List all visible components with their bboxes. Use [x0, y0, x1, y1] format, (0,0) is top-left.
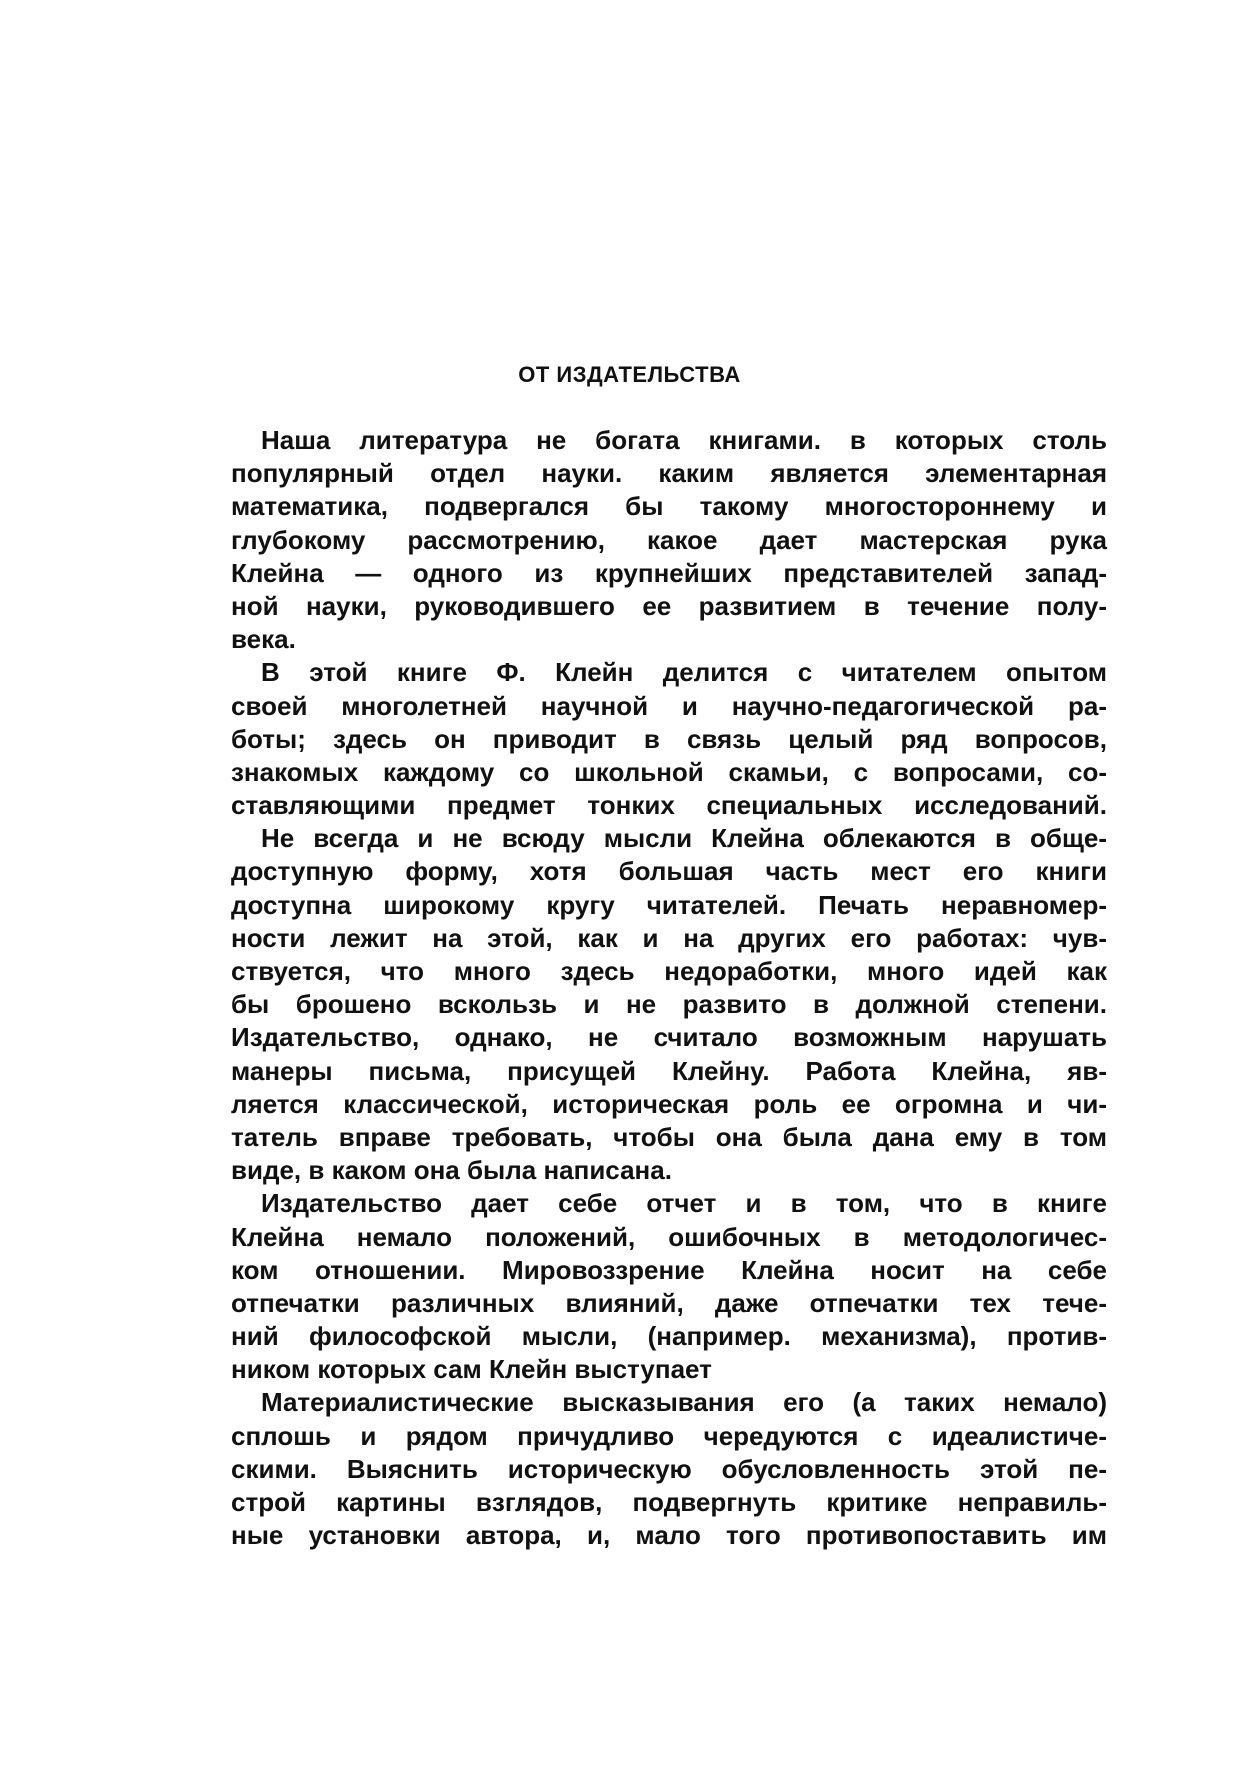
paragraph-2-line: ставляющими предмет тонких специальных исследований.: [231, 790, 1107, 821]
paragraph-3-line: Издательство, однако, не считало возможным нарушать: [231, 1022, 1107, 1053]
paragraph-4-line: ком отношении. Мировоззрение Клейна носит на себе: [231, 1254, 1107, 1285]
paragraph-5-line: строй картины взглядов, подвергнуть критике неправиль-: [231, 1487, 1107, 1517]
paragraph-1-line: Клейна — одного из крупнейших представителей запад-: [231, 557, 1107, 588]
paragraph-3-line: Не всегда и не всюду мысли Клейна облекаются в обще-: [261, 823, 1107, 854]
paragraph-2-line: знакомых каждому со школьной скамьи, с вопросами, со-: [231, 756, 1107, 787]
paragraph-3-line: татель вправе требовать, чтобы она была дана ему в том: [231, 1121, 1107, 1152]
paragraph-1-line: популярный отдел науки. каким является элементарная: [231, 458, 1107, 489]
paragraph-5-line: Материалистические высказывания его (а таких немало): [261, 1387, 1107, 1418]
paragraph-1-line: века.: [231, 624, 296, 655]
paragraph-1-line: Наша литература не богата книгами. в которых столь: [261, 425, 1107, 455]
paragraph-2-line: боты; здесь он приводит в связь целый ряд вопросов,: [231, 723, 1107, 754]
section-title: ОТ ИЗДАТЕЛЬСТВА: [518, 362, 741, 387]
paragraph-3-line: бы брошено вскользь и не развито в должной степени.: [231, 989, 1107, 1020]
paragraph-4-line: ний философской мысли, (например. механизма), против-: [231, 1321, 1107, 1352]
paragraph-3-line: манеры письма, присущей Клейну. Работа Клейна, яв-: [231, 1055, 1107, 1086]
paragraph-1-line: глубокому рассмотрению, какое дает мастерская рука: [231, 524, 1107, 555]
paragraph-3-line: доступна широкому кругу читателей. Печать неравномер-: [231, 889, 1107, 920]
paragraph-5-line: ные установки автора, и, мало того противопоставить им: [231, 1520, 1107, 1551]
paragraph-1-line: математика, подвергался бы такому многостороннему и: [231, 491, 1107, 522]
paragraph-3-line: ствуется, что много здесь недоработки, много идей как: [231, 956, 1107, 986]
paragraph-3-line: доступную форму, хотя большая часть мест его книги: [231, 856, 1107, 887]
paragraph-4-line: отпечатки различных влияний, даже отпечатки тех тече-: [231, 1287, 1107, 1318]
paragraph-5-line: скими. Выяснить историческую обусловленность этой пе-: [231, 1453, 1107, 1484]
paragraph-5-line: сплошь и рядом причудливо чередуются с идеалистиче-: [231, 1420, 1107, 1451]
paragraph-4-line: Издательство дает себе отчет и в том, что в книге: [261, 1188, 1107, 1219]
paragraph-2-line: своей многолетней научной и научно-педагогической ра-: [231, 690, 1107, 721]
paragraph-4-line: ником которых сам Клейн выступает: [231, 1354, 712, 1385]
paragraph-1-line: ной науки, руководившего ее развитием в течение полу-: [231, 590, 1107, 621]
paragraph-3-line: ляется классической, историческая роль ее огромна и чи-: [231, 1088, 1107, 1119]
paragraph-3-line: виде, в каком она была написана.: [231, 1155, 672, 1186]
body-text: [231, 424, 1107, 1552]
paragraph-3-line: ности лежит на этой, как и на других его работах: чув-: [231, 922, 1107, 953]
paragraph-2-line: В этой книге Ф. Клейн делится с читателем опытом: [261, 657, 1107, 688]
paragraph-4-line: Клейна немало положений, ошибочных в методологичес-: [231, 1221, 1107, 1252]
